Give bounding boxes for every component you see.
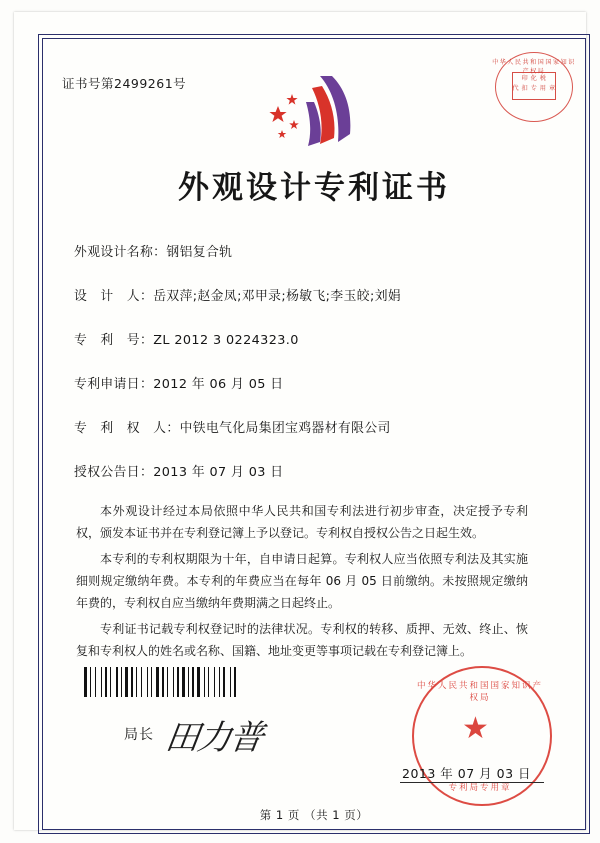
field-grant-date [74, 464, 544, 482]
barcode-bar [103, 667, 104, 697]
field-patent-number-value: ZL 2012 3 0224323.0 [153, 333, 299, 348]
official-seal-text-top: 中华人民共和国国家知识产权局 [416, 681, 543, 703]
barcode-bar [160, 667, 161, 697]
page-title: 外观设计专利证书 [178, 170, 450, 206]
barcode-bar [156, 667, 159, 697]
legal-paragraph-2: 本专利的专利权期限为十年，自申请日起算。专利权人应当依照专利法及其实施细则规定缴纳年费。本专利的年费应当在每年 06 月 05 日前缴纳。未按照规定缴纳年费的，专利权自应当缴纳年费期满之日起终止。 [76, 552, 528, 610]
barcode-bar [97, 667, 100, 697]
barcode-bar [173, 667, 174, 697]
tax-stamp-line-1: 印 化 税 [521, 75, 547, 82]
barcode-bar [186, 667, 187, 697]
field-application-date-value: 2012 年 06 月 05 日 [153, 377, 284, 392]
barcode-bar [138, 667, 140, 697]
barcode-bar [151, 667, 152, 697]
legal-text-block [76, 500, 528, 666]
legal-paragraph-3: 专利证书记载专利权登记时的法律状况。专利权的转移、质押、无效、终止、恢复和专利权人的姓名或名称、国籍、地址变更等事项记载在专利登记簿上。 [76, 622, 528, 658]
barcode-bar [131, 667, 133, 697]
barcode-bar [162, 667, 164, 697]
field-patentee-value: 中铁电气化局集团宝鸡器材有限公司 [179, 421, 391, 436]
barcode-bar [108, 667, 109, 697]
issue-date-underline [400, 782, 544, 783]
barcode-bar [188, 667, 189, 697]
sipo-logo-icon [254, 72, 374, 154]
barcode-bar [223, 667, 225, 697]
barcode-bar [119, 667, 120, 697]
director-label: 局长 [124, 727, 154, 743]
barcode-bar [237, 667, 238, 697]
barcode-bar [169, 667, 172, 697]
barcode-bar [206, 667, 207, 697]
field-designers-value: 岳双萍;赵金凤;邓甲录;杨敏飞;李玉皎;刘娟 [153, 289, 402, 304]
barcode-bar [195, 667, 196, 697]
field-grant-date-label: 授权公告日： [74, 465, 154, 480]
paper-sheet [14, 12, 586, 830]
barcode-bar [214, 667, 215, 697]
field-patent-number [74, 332, 544, 350]
barcode-bar [90, 667, 91, 697]
barcode-bar [116, 667, 118, 697]
barcode-bar [136, 667, 137, 697]
barcode-bar [204, 667, 205, 697]
barcode-bar [177, 667, 179, 697]
barcode-bar [201, 667, 203, 697]
field-design-name-value: 钢铝复合轨 [166, 245, 233, 260]
barcode-bar [216, 667, 218, 697]
barcode-bar [112, 667, 115, 697]
barcode-bar [141, 667, 142, 697]
barcode-bar [221, 667, 222, 697]
fields-block [74, 244, 544, 508]
barcode-bar [230, 667, 231, 697]
barcode-bar [88, 667, 89, 697]
field-designers-label: 设 计 人： [74, 289, 154, 304]
official-seal-text-bottom: 专利局专用章 [448, 783, 512, 793]
barcode-bar [95, 667, 96, 697]
barcode-bar [226, 667, 229, 697]
field-patent-number-label: 专 利 号： [74, 333, 154, 348]
page-footer: 第 1 页 （共 1 页） [259, 808, 369, 822]
legal-paragraph-1: 本外观设计经过本局依照中华人民共和国专利法进行初步审查，决定授予专利权，颁发本证书并在专利登记簿上予以登记。专利权自授权公告之日起生效。 [76, 504, 528, 540]
barcode-bar [125, 667, 128, 697]
tax-stamp-line-2: 代 扣 专 用 章 [512, 85, 556, 92]
barcode-bar [234, 667, 236, 697]
barcode-bar [84, 667, 87, 697]
barcode-bar [175, 667, 176, 697]
barcode-bar [101, 667, 102, 697]
field-design-name-label: 外观设计名称： [74, 245, 167, 260]
barcode-bar [192, 667, 194, 697]
director-signature [162, 706, 306, 758]
field-patentee [74, 420, 544, 438]
certificate-number: 证书号第2499261号 [62, 76, 187, 91]
official-round-seal [412, 666, 552, 806]
director-signature-text: 田力普 [162, 718, 265, 758]
barcode-bar [92, 667, 94, 697]
issue-date: 2013 年 07 月 03 日 [402, 766, 531, 781]
barcode-bar [190, 667, 191, 697]
barcode-bar [149, 667, 150, 697]
field-application-date [74, 376, 544, 394]
barcode-bar [167, 667, 168, 697]
barcode-bar [134, 667, 135, 697]
barcode-bar [143, 667, 146, 697]
tax-stamp-arc-top: 中华人民共和国国家知识产权局 [492, 59, 576, 75]
barcode-bar [232, 667, 233, 697]
barcode-bar [197, 667, 200, 697]
barcode-bar [129, 667, 130, 697]
barcode-bar [180, 667, 181, 697]
field-grant-date-value: 2013 年 07 月 03 日 [153, 465, 284, 480]
field-design-name [74, 244, 544, 262]
barcode-bar [165, 667, 166, 697]
field-patentee-label: 专 利 权 人： [74, 421, 180, 436]
field-application-date-label: 专利申请日： [74, 377, 154, 392]
star-icon: ★ [462, 711, 489, 746]
tax-stamp-seal [492, 50, 576, 124]
barcode-bar [153, 667, 155, 697]
barcode-bar [110, 667, 111, 697]
barcode-bar [147, 667, 148, 697]
barcode [84, 667, 256, 697]
barcode-bar [219, 667, 220, 697]
barcode-bar [105, 667, 107, 697]
barcode-bar [121, 667, 122, 697]
barcode-bar [208, 667, 209, 697]
barcode-bar [123, 667, 124, 697]
barcode-bar [210, 667, 213, 697]
field-designers [74, 288, 544, 306]
barcode-bar [182, 667, 185, 697]
